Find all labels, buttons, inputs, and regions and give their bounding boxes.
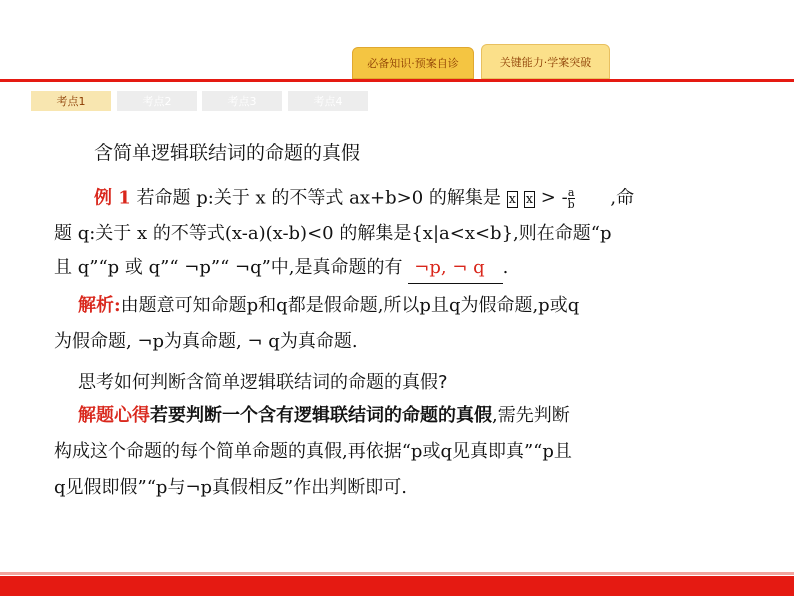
tip-label: 解题心得 xyxy=(78,405,150,426)
tip-line-3: q见假即假”“p与¬p真假相反”作出判断即可. xyxy=(54,477,407,498)
solution-set-formula: x x > - $\frac{a}{b}$ xyxy=(508,185,575,211)
tab-kaodian-3[interactable]: 考点3 xyxy=(202,91,282,111)
tip-line-1 xyxy=(78,400,570,431)
analysis-line-1 xyxy=(78,290,579,321)
tab-ability[interactable]: 关键能力·学案突破 xyxy=(481,44,610,79)
analysis-text-1: 由题意可知命题p和q都是假命题,所以p且q为假命题,p或q xyxy=(120,295,580,316)
tip-rest: ,需先判断 xyxy=(492,405,570,426)
analysis-line-2: 为假命题, ¬p为真命题, ¬ q为真命题. xyxy=(54,331,358,352)
tip-bold: 若要判断一个含有逻辑联结词的命题的真假 xyxy=(150,405,492,426)
section-heading: 含简单逻辑联结词的命题的真假 xyxy=(94,142,361,164)
example-line-3 xyxy=(54,252,508,284)
header-divider xyxy=(0,79,794,82)
tab-kaodian-2[interactable]: 考点2 xyxy=(117,91,197,111)
tip-line-2: 构成这个命题的每个简单命题的真假,再依据“p或q见真即真”“p且 xyxy=(54,441,572,462)
example-text-3: 且 q”“p 或 q”“ ¬p”“ ¬q”中,是真命题的有 xyxy=(54,257,403,278)
tab-knowledge[interactable]: 必备知识·预案自诊 xyxy=(352,47,474,79)
answer-period: . xyxy=(502,257,509,278)
think-question: 思考如何判断含简单逻辑联结词的命题的真假? xyxy=(78,372,448,393)
answer-blank: ¬p, ¬ q xyxy=(408,252,502,284)
footer-band xyxy=(0,576,794,596)
analysis-label: 解析: xyxy=(78,295,121,316)
example-text-1b: ,命 xyxy=(610,187,635,209)
example-text-1: 若命题 p:关于 x 的不等式 ax+b>0 的解集是 xyxy=(136,187,507,209)
tab-kaodian-1[interactable]: 考点1 xyxy=(31,91,111,111)
example-line-1 xyxy=(94,182,634,215)
example-line-2: 题 q:关于 x 的不等式(x-a)(x-b)<0 的解集是{x|a<x<b},则在命题“p xyxy=(54,223,612,244)
example-label: 例 1 xyxy=(94,187,131,209)
tab-kaodian-4[interactable]: 考点4 xyxy=(288,91,368,111)
footer-stripe xyxy=(0,572,794,575)
